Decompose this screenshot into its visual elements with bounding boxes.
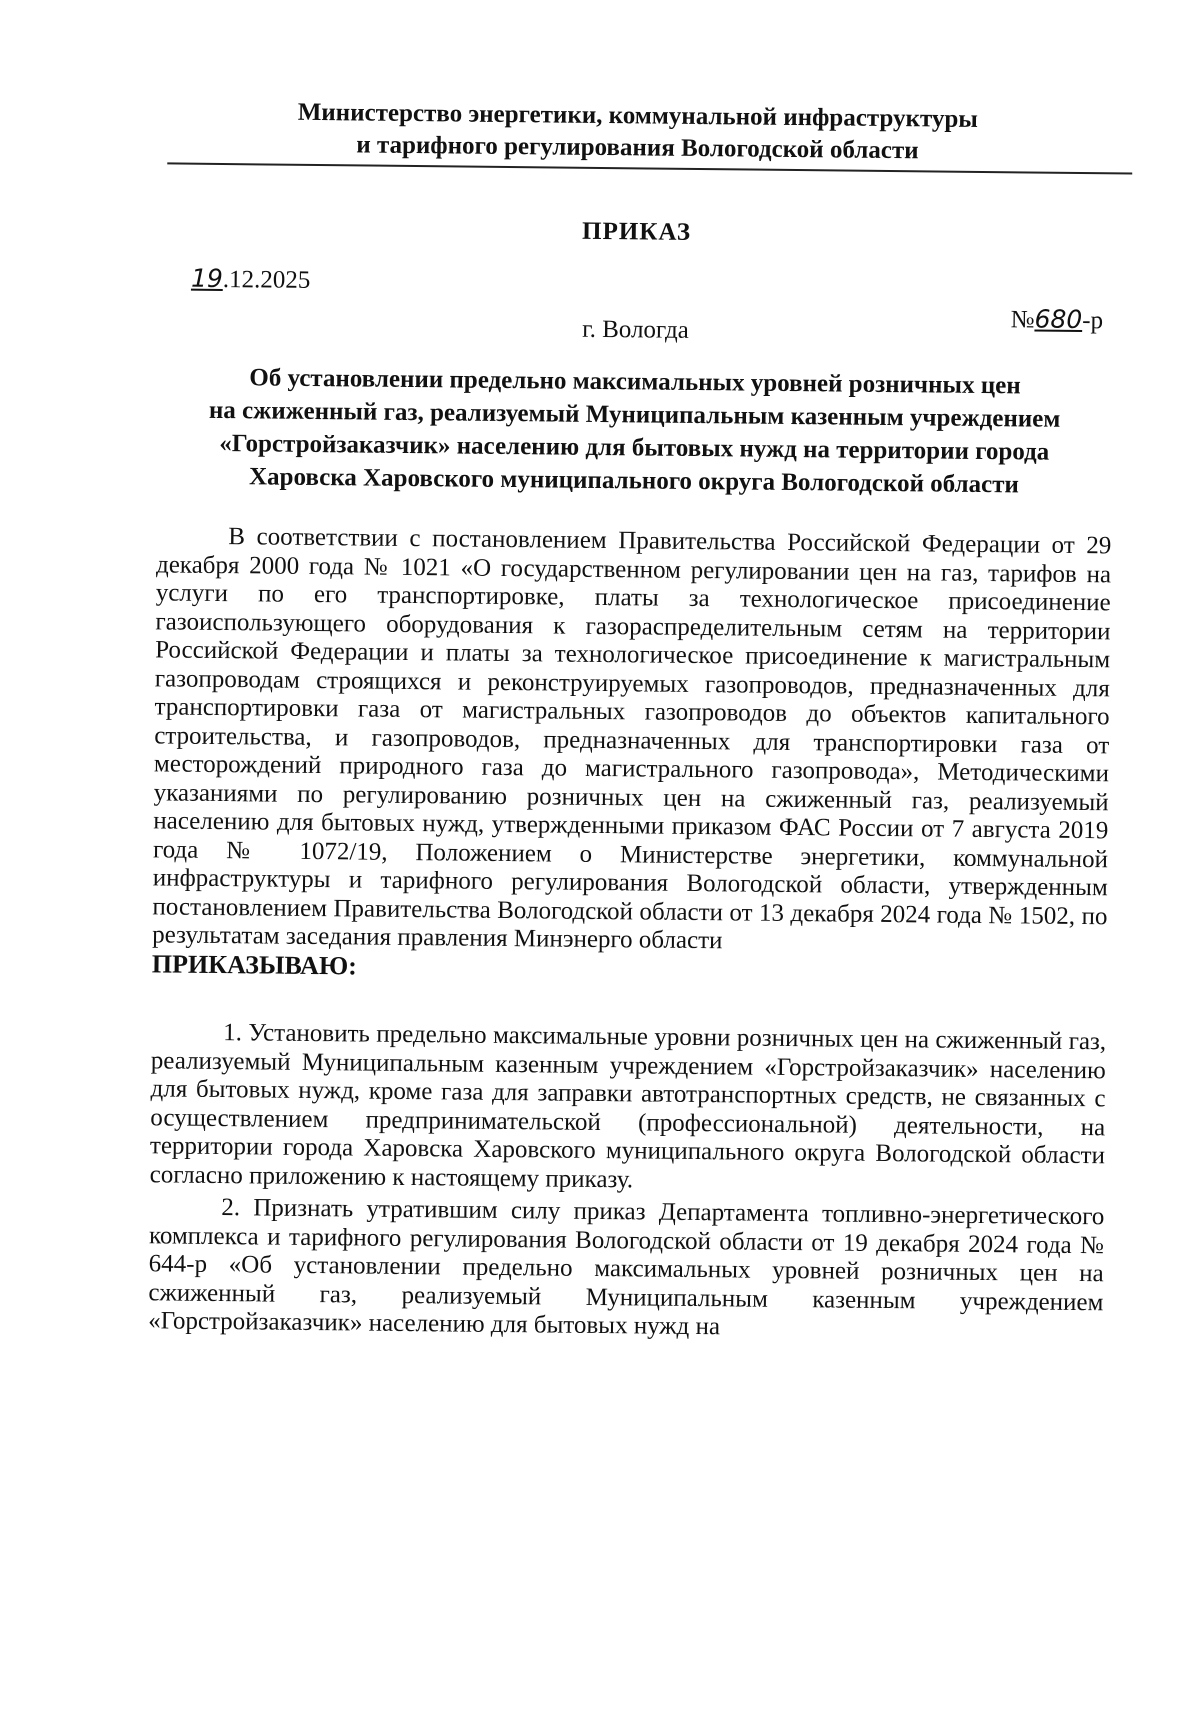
ministry-header — [157, 95, 1118, 169]
city-label: г. Вологда — [582, 315, 689, 344]
handwritten-day: 19 — [190, 263, 224, 294]
order-date — [191, 264, 311, 295]
subject-line4: Харовска Харовского муниципального округа Вологодской области — [248, 463, 1019, 499]
date-rest: .12.2025 — [222, 266, 311, 294]
subject-line3: «Горстройзаказчик» населению для бытовых нужд на территории города — [219, 429, 1050, 466]
ministry-header-line2: и тарифного регулирования Вологодской области — [356, 131, 919, 165]
subject-line1: Об установлении предельно максимальных уровней розничных цен — [249, 364, 1021, 400]
number-prefix: № — [1010, 306, 1035, 334]
document-title: ПРИКАЗ — [581, 217, 692, 246]
order-word: ПРИКАЗЫВАЮ: — [151, 948, 358, 980]
ministry-header-line1: Министерство энергетики, коммунальной инфраструктуры — [297, 98, 978, 133]
subject-line2: на сжиженный газ, реализуемый Муниципальным казенным учреждением — [208, 396, 1061, 433]
order-item-1: 1. Установить предельно максимальные уровни розничных цен на сжиженный газ, реализуемый Муниципальным казенным учреждением «Горстройзаказчик» населению для бытовых нужд, кроме газа для заправки автотранспортных средств, не связанных с осуществлением предпринимательской (профессиональной) деятельности, на территории города Харовска Харовского муниципального округа Вологодской области согласно приложению к настоящему приказу. — [149, 1019, 1107, 1193]
number-suffix: -р — [1082, 307, 1104, 335]
preamble-paragraph: В соответствии с постановлением Правительства Российской Федерации от 29 декабря 2000 года № 1021 «О государственном регулировании цен на газ, тарифов на услуги по его транспортировке, платы за технологическое присоединение газоиспользующего оборудования к газораспределительным сетям на территории Российской Федерации и платы за технологическое присоединение к магистральным газопроводам строящихся и реконструируемых газопроводов, предназначенных для транспортировки газа от магистральных газопроводов до объектов капитального строительства, и газопроводов, предназначенных для транспортировки газа от месторождений природного газа до магистрального газопровода», Методическими указаниями по регулированию розничных цен на сжиженный газ, реализуемый населению для бытовых нужд, утвержденными приказом ФАС России от 7 августа 2019 года № 1072/19, Положением о Министерстве энергетики, коммунальной инфраструктуры и тарифного регулирования Вологодской области, утвержденным постановлением Правительства Вологодской области от 13 декабря 2024 года № 1502, по результатам заседания правления Минэнерго области — [152, 523, 1112, 955]
order-body — [148, 522, 1111, 1345]
order-subject — [154, 360, 1115, 502]
order-item-2: 2. Признать утратившим силу приказ Департамента топливно-энергетического комплекса и тарифного регулирования Вологодской области от 19 декабря 2024 года № 644-р «Об установлении предельно максимальных уровней розничных цен на сжиженный газ, реализуемый Муниципальным казенным учреждением «Горстройзаказчик» населению для бытовых нужд на — [148, 1194, 1105, 1341]
handwritten-number: 680 — [1034, 304, 1083, 335]
